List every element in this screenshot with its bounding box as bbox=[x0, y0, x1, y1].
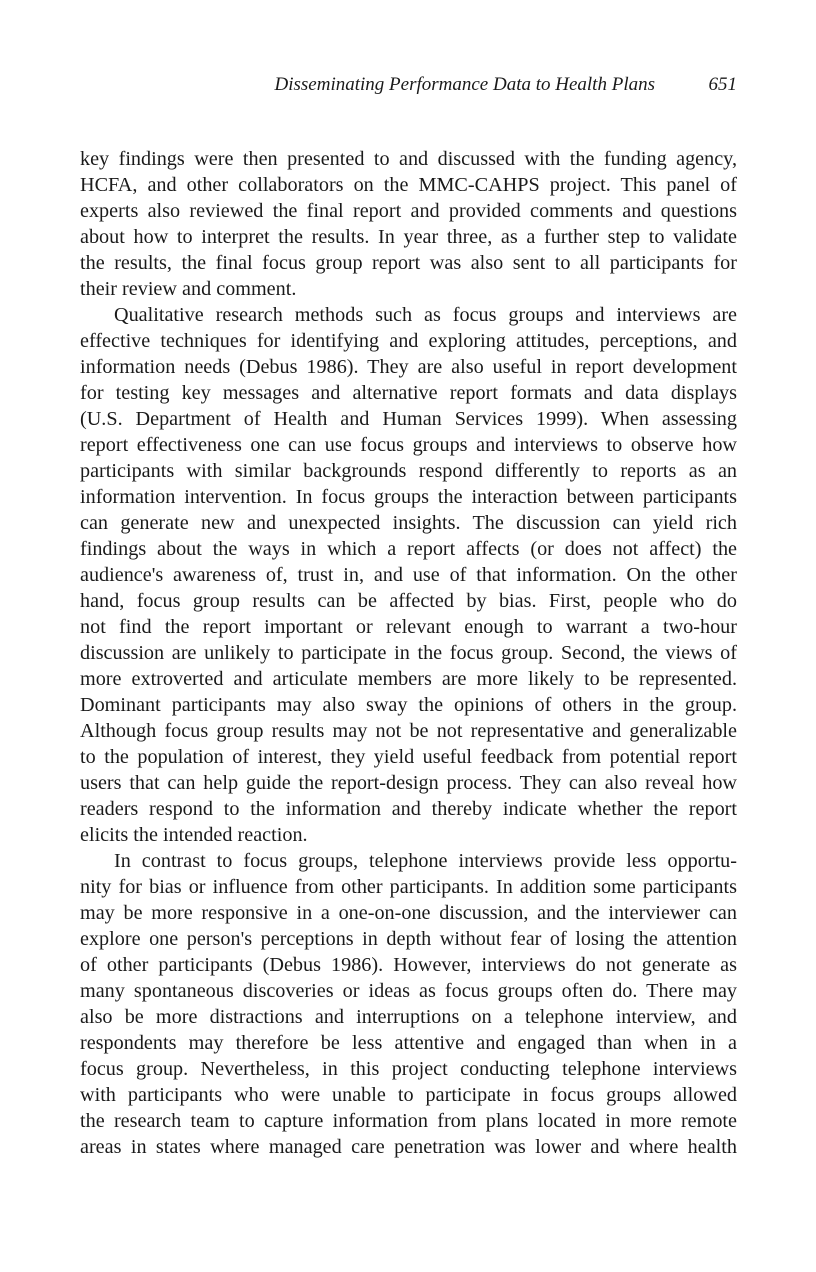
text-line: with participants who were unable to participate in focus groups allowed bbox=[80, 1084, 737, 1106]
text-line: (U.S. Department of Health and Human Services 1999). When assessing bbox=[80, 408, 737, 430]
text-line: information needs (Debus 1986). They are also useful in report development bbox=[80, 356, 737, 378]
text-line: the results, the final focus group report was also sent to all participants for bbox=[80, 252, 737, 274]
text-line: more extroverted and articulate members are more likely to be represented. bbox=[80, 668, 737, 690]
text-line: audience's awareness of, trust in, and use of that information. On the other bbox=[80, 564, 737, 586]
text-line: may be more responsive in a one-on-one discussion, and the interviewer can bbox=[80, 902, 737, 924]
text-line: participants with similar backgrounds respond differently to reports as an bbox=[80, 460, 737, 482]
text-line: information intervention. In focus groups the interaction between participants bbox=[80, 486, 737, 508]
text-line: of other participants (Debus 1986). However, interviews do not generate as bbox=[80, 954, 737, 976]
running-title: Disseminating Performance Data to Health Plans bbox=[274, 74, 655, 95]
text-line: the research team to capture information from plans located in more remote bbox=[80, 1110, 737, 1132]
paragraph bbox=[80, 848, 737, 1160]
text-line: In contrast to focus groups, telephone interviews provide less opportu- bbox=[114, 850, 737, 872]
page-number: 651 bbox=[708, 74, 737, 95]
text-line: HCFA, and other collaborators on the MMC-CAHPS project. This panel of bbox=[80, 174, 737, 196]
text-line: not find the report important or relevant enough to warrant a two-hour bbox=[80, 616, 737, 638]
text-line: can generate new and unexpected insights. The discussion can yield rich bbox=[80, 512, 737, 534]
text-line: their review and comment. bbox=[80, 278, 297, 300]
text-line: elicits the intended reaction. bbox=[80, 824, 308, 846]
text-line: key findings were then presented to and discussed with the funding agency, bbox=[80, 148, 737, 170]
text-line: to the population of interest, they yield useful feedback from potential report bbox=[80, 746, 737, 768]
text-line: nity for bias or influence from other participants. In addition some participants bbox=[80, 876, 737, 898]
text-line: areas in states where managed care penetration was lower and where health bbox=[80, 1136, 737, 1158]
text-line: experts also reviewed the final report and provided comments and questions bbox=[80, 200, 737, 222]
text-line: Qualitative research methods such as focus groups and interviews are bbox=[114, 304, 737, 326]
text-line: explore one person's perceptions in depth without fear of losing the attention bbox=[80, 928, 737, 950]
text-line: discussion are unlikely to participate in the focus group. Second, the views of bbox=[80, 642, 737, 664]
text-line: users that can help guide the report-design process. They can also reveal how bbox=[80, 772, 737, 794]
paragraph bbox=[80, 302, 737, 848]
text-line: report effectiveness one can use focus groups and interviews to observe how bbox=[80, 434, 737, 456]
text-line: hand, focus group results can be affected by bias. First, people who do bbox=[80, 590, 737, 612]
body-text bbox=[80, 146, 737, 1160]
text-line: also be more distractions and interruptions on a telephone interview, and bbox=[80, 1006, 737, 1028]
text-line: readers respond to the information and thereby indicate whether the report bbox=[80, 798, 737, 820]
text-line: focus group. Nevertheless, in this project conducting telephone interviews bbox=[80, 1058, 737, 1080]
text-line: Dominant participants may also sway the opinions of others in the group. bbox=[80, 694, 737, 716]
text-line: Although focus group results may not be not representative and generalizable bbox=[80, 720, 737, 742]
text-line: effective techniques for identifying and exploring attitudes, perceptions, and bbox=[80, 330, 737, 352]
text-line: findings about the ways in which a report affects (or does not affect) the bbox=[80, 538, 737, 560]
text-line: respondents may therefore be less attentive and engaged than when in a bbox=[80, 1032, 737, 1054]
text-line: about how to interpret the results. In year three, as a further step to validate bbox=[80, 226, 737, 248]
running-header bbox=[80, 74, 737, 102]
text-line: many spontaneous discoveries or ideas as focus groups often do. There may bbox=[80, 980, 737, 1002]
text-line: for testing key messages and alternative report formats and data displays bbox=[80, 382, 737, 404]
paragraph bbox=[80, 146, 737, 302]
